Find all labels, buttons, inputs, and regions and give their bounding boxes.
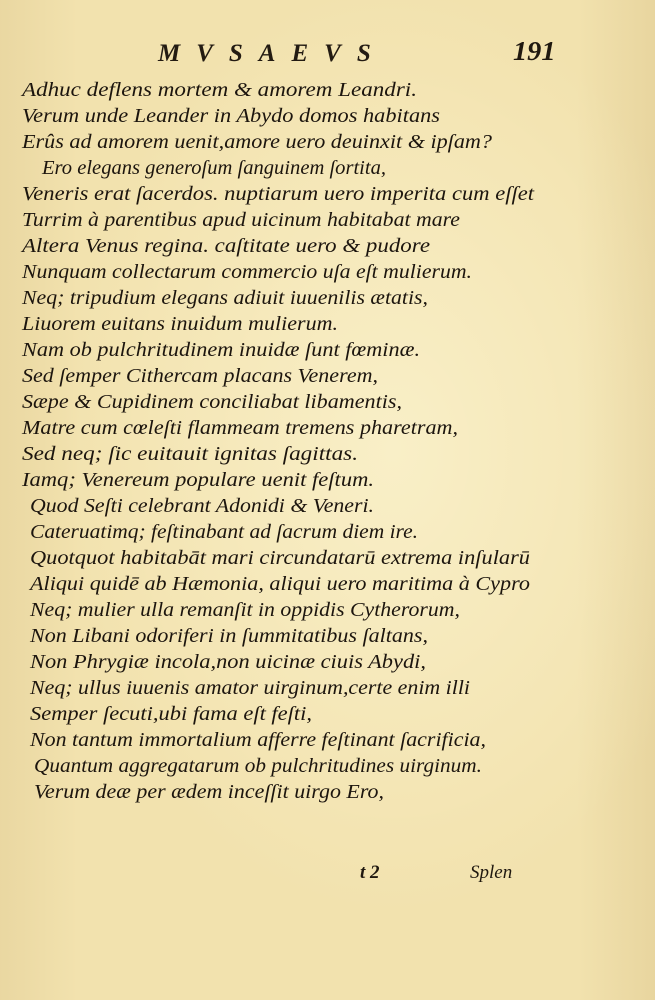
page-footer <box>0 862 655 892</box>
verse-line: Quod Seſti celebrant Adonidi & Veneri. <box>30 496 375 517</box>
verse-line: Sed ſemper Cithercam placans Venerem, <box>22 366 379 387</box>
verse-line: Neq; ullus iuuenis amator uirginum,certe enim illi <box>30 678 471 699</box>
verse-line: Erûs ad amorem uenit,amore uero deuinxit & ipſam? <box>22 132 492 153</box>
verse-line: Nunquam collectarum commercio uſa eſt mulierum. <box>22 262 472 283</box>
verse-line: Sæpe & Cupidinem conciliabat libamentis, <box>22 392 402 413</box>
verse-line: Liuorem euitans inuidum mulierum. <box>22 314 338 335</box>
verse-line: Verum deæ per ædem inceſſit uirgo Ero, <box>34 782 385 803</box>
verse-line: Iamq; Venereum populare uenit feſtum. <box>22 470 375 491</box>
verse-line: Neq; tripudium elegans adiuit iuuenilis ætatis, <box>22 288 429 309</box>
verse-line: Non Phrygiæ incola,non uicinæ ciuis Abydi, <box>30 652 426 673</box>
verse-line: Sed neq; ſic euitauit ignitas ſagittas. <box>22 444 359 465</box>
verse-line: Nam ob pulchritudinem inuidæ ſunt fœminæ. <box>22 340 421 361</box>
verse-line: Matre cum cœleſti flammeam tremens pharetram, <box>22 418 459 439</box>
verse-line: Ero elegans generoſum ſanguinem ſortita, <box>42 158 387 179</box>
verse-line: Aliqui quidē ab Hæmonia, aliqui uero maritima à Cypro <box>30 574 530 595</box>
verse-line: Neq; mulier ulla remanſit in oppidis Cytherorum, <box>30 600 460 621</box>
signature-mark: t 2 <box>360 862 380 883</box>
page-number: 191 <box>512 36 556 66</box>
verse-line: Adhuc deflens mortem & amorem Leandri. <box>22 80 417 101</box>
verse-line: Non Libani odoriferi in ſummitatibus ſaltans, <box>30 626 429 647</box>
verse-line: Altera Venus regina. caſtitate uero & pudore <box>22 236 431 257</box>
verse-line: Quantum aggregatarum ob pulchritudines uirginum. <box>34 756 482 777</box>
running-head <box>0 36 655 76</box>
running-title: MVSAEVS <box>158 40 387 67</box>
catchword: Splen <box>470 862 513 883</box>
verse-line: Turrim à parentibus apud uicinum habitabat mare <box>22 210 460 231</box>
verse-line: Non tantum immortalium afferre feſtinant ſacrificia, <box>30 730 487 751</box>
verse-line: Quotquot habitabāt mari circundatarū extrema inſularū <box>30 548 531 569</box>
verse-line: Verum unde Leander in Abydo domos habitans <box>22 106 440 127</box>
verse-line: Semper ſecuti,ubi fama eſt feſti, <box>30 704 312 725</box>
verse-line: Veneris erat ſacerdos. nuptiarum uero imperita cum eſſet <box>22 184 535 205</box>
verse-line: Cateruatimq; feſtinabant ad ſacrum diem ire. <box>30 522 419 543</box>
